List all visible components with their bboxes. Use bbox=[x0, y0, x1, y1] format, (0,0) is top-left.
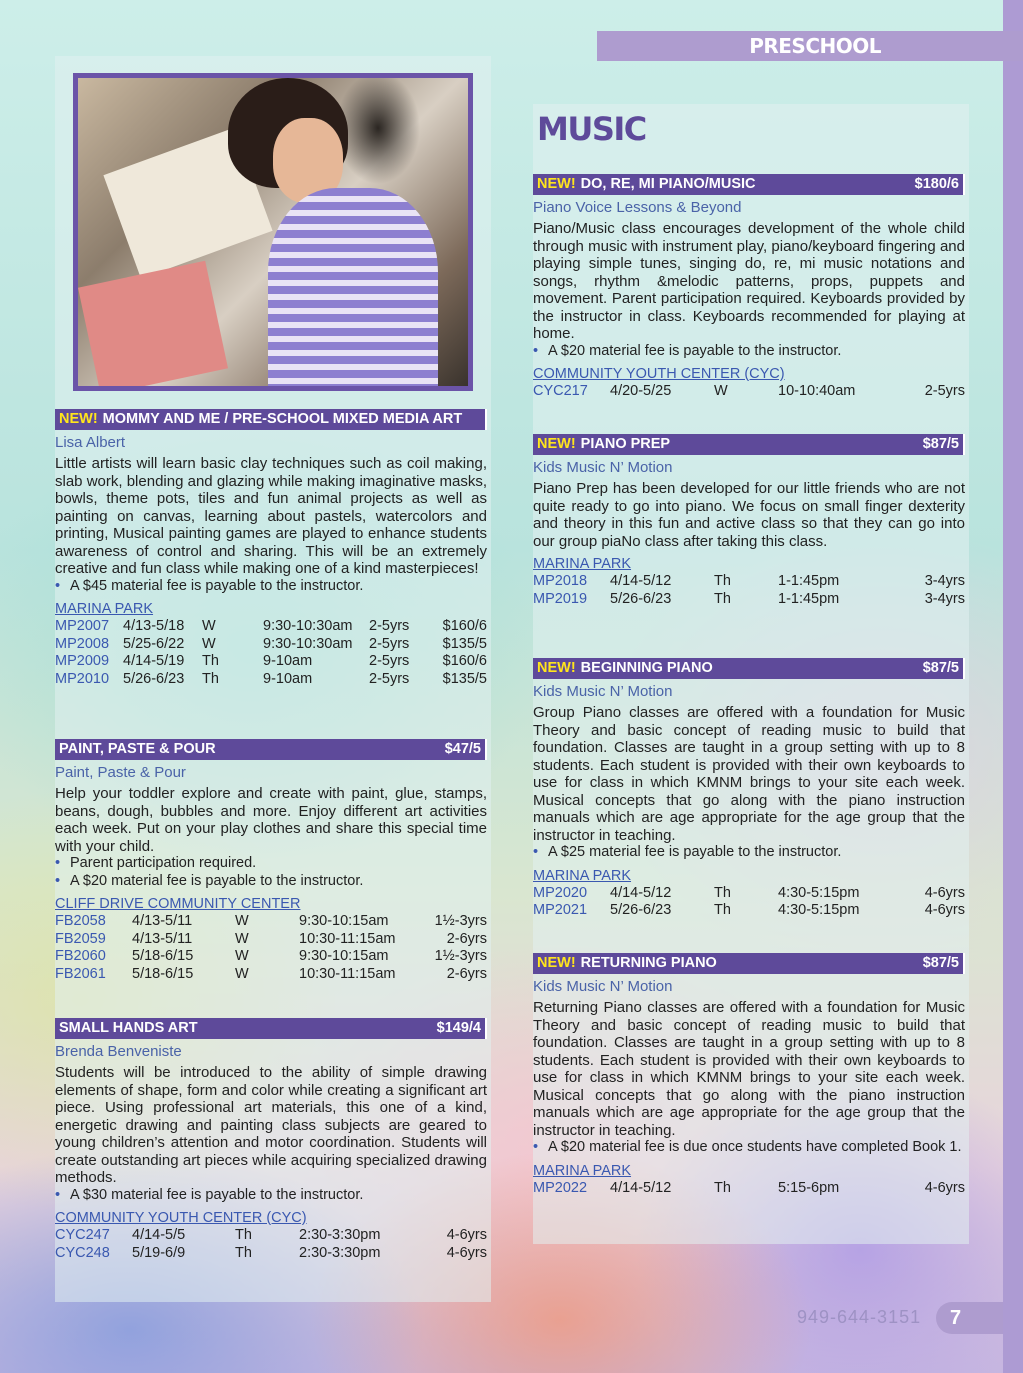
class-header bbox=[533, 953, 965, 974]
class-header bbox=[533, 658, 965, 679]
location-link[interactable]: MARINA PARK bbox=[533, 556, 632, 572]
schedule-row: MP2020 4/14-5/12 Th 4:30-5:15pm 4-6yrs bbox=[533, 884, 965, 901]
new-badge: NEW! bbox=[537, 436, 576, 452]
class-price: $87/5 bbox=[922, 955, 959, 971]
location-link[interactable]: MARINA PARK bbox=[55, 601, 154, 617]
schedule-row: FB2059 4/13-5/11 W 10:30-11:15am 2-6yrs bbox=[55, 930, 487, 947]
instructor-name: Lisa Albert bbox=[55, 434, 126, 451]
class-header bbox=[55, 739, 487, 760]
schedule-row: MP2018 4/14-5/12 Th 1-1:45pm 3-4yrs bbox=[533, 573, 965, 589]
fee-note: • A $20 material fee is payable to the instructor. bbox=[55, 873, 487, 891]
new-badge: NEW! bbox=[537, 955, 576, 971]
class-header bbox=[55, 1018, 487, 1039]
instructor-name: Kids Music N’ Motion bbox=[533, 459, 673, 476]
class-header bbox=[533, 434, 965, 455]
class-description: Group Piano classes are offered with a foundation for Music Theory and basic concept of reading music to build that foundation. Classes are taught in a group setting with up to 8 students. Each student is provided with their own keyboards to use for class in which KMNM brings to your site each week. Musical concepts that go along with the piano instruction manuals which are age appropriate for the age group that the instructor in teaching. bbox=[533, 704, 965, 844]
schedule-row: CYC217 4/20-5/25 W 10-10:40am 2-5yrs bbox=[533, 383, 965, 399]
fee-note: • A $30 material fee is payable to the instructor. bbox=[55, 1187, 487, 1205]
schedule-row: CYC247 4/14-5/5 Th 2:30-3:30pm 4-6yrs bbox=[55, 1227, 487, 1243]
schedule-row: MP2022 4/14-5/12 Th 5:15-6pm 4-6yrs bbox=[533, 1179, 965, 1196]
class-title: PIANO PREP bbox=[580, 436, 671, 452]
location-link[interactable]: MARINA PARK bbox=[533, 1162, 632, 1179]
class-title: RETURNING PIANO bbox=[580, 955, 717, 971]
schedule-row: MP2008 5/25-6/22 W 9:30-10:30am 2-5yrs $135/5 bbox=[55, 635, 487, 652]
footer-phone: 949-644-3151 bbox=[797, 1307, 922, 1327]
instructor-name: Kids Music N’ Motion bbox=[533, 683, 673, 700]
class-block-small-hands-art bbox=[55, 1018, 487, 1262]
schedule-table bbox=[55, 618, 487, 688]
class-description: Piano/Music class encourages development of the whole child through music with instrument play, piano/keyboard fingering and playing simple tunes, singing do, re, mi music notations and songs, rhythm &melodic patterns, props, puppets and movement. Parent participation required. Keyboards provided by the instructor in class. Keyboards recommended for playing at home. bbox=[533, 220, 965, 342]
schedule-table bbox=[533, 383, 965, 401]
schedule-row: FB2061 5/18-6/15 W 10:30-11:15am 2-6yrs bbox=[55, 965, 487, 982]
class-block-paint-paste-pour bbox=[55, 739, 487, 983]
schedule-table bbox=[533, 573, 965, 608]
class-price: $47/5 bbox=[444, 741, 481, 757]
new-badge: NEW! bbox=[537, 176, 576, 192]
class-block-mixed-media-art bbox=[55, 409, 487, 688]
schedule-row: FB2060 5/18-6/15 W 9:30-10:15am 1½-3yrs bbox=[55, 948, 487, 964]
schedule-row: MP2010 5/26-6/23 Th 9-10am 2-5yrs $135/5 bbox=[55, 670, 487, 687]
music-heading: MUSIC bbox=[537, 110, 646, 148]
page-number: 7 bbox=[936, 1302, 1003, 1334]
fee-note: • A $25 material fee is payable to the instructor. bbox=[533, 844, 965, 862]
new-badge: NEW! bbox=[537, 660, 576, 676]
class-description: Returning Piano classes are offered with a foundation for Music Theory and basic concept of reading music to build that foundation. Classes are taught in a group setting with up to 8 students. Each student is provided with their own keyboards to use for class in which KMNM brings to your site each week. Musical concepts that go along with the piano instruction manuals which are age appropriate for the age group that the instructor in teaching. bbox=[533, 999, 965, 1139]
class-block-beginning-piano bbox=[533, 658, 965, 920]
section-header-bar bbox=[597, 31, 1023, 61]
schedule-table bbox=[55, 913, 487, 983]
class-price: $180/6 bbox=[914, 176, 959, 192]
class-block-returning-piano bbox=[533, 953, 965, 1197]
instructor-name: Kids Music N’ Motion bbox=[533, 978, 673, 995]
location-link[interactable]: MARINA PARK bbox=[533, 867, 632, 884]
location-link[interactable]: COMMUNITY YOUTH CENTER (CYC) bbox=[55, 1210, 307, 1226]
photo-image bbox=[78, 78, 468, 386]
parent-note: • Parent participation required. bbox=[55, 855, 487, 873]
class-block-piano-prep bbox=[533, 434, 965, 608]
class-description: Students will be introduced to the ability of simple drawing elements of shape, form and color while creating a significant art piece. Using professional art materials, this one of a kind, energetic drawing and painting class subjects are geared to young children’s attention and motor coordination. Students will create outstanding art pieces while acquiring specialized drawing methods. bbox=[55, 1064, 487, 1186]
class-block-do-re-mi bbox=[533, 174, 965, 401]
schedule-row: CYC248 5/19-6/9 Th 2:30-3:30pm 4-6yrs bbox=[55, 1244, 487, 1261]
instructor-name: Piano Voice Lessons & Beyond bbox=[533, 199, 742, 216]
location-link[interactable]: CLIFF DRIVE COMMUNITY CENTER bbox=[55, 896, 301, 912]
instructor-name: Paint, Paste & Pour bbox=[55, 764, 186, 781]
class-title: MOMMY AND ME / PRE-SCHOOL MIXED MEDIA ART bbox=[102, 411, 463, 427]
class-header bbox=[55, 409, 487, 430]
schedule-row: MP2019 5/26-6/23 Th 1-1:45pm 3-4yrs bbox=[533, 590, 965, 607]
child-art-photo bbox=[73, 73, 473, 391]
schedule-row: MP2021 5/26-6/23 Th 4:30-5:15pm 4-6yrs bbox=[533, 902, 965, 918]
class-price: $87/5 bbox=[922, 436, 959, 452]
right-edge-strip bbox=[1003, 0, 1023, 1373]
schedule-row: FB2058 4/13-5/11 W 9:30-10:15am 1½-3yrs bbox=[55, 913, 487, 929]
fee-note: • A $20 material fee is payable to the instructor. bbox=[533, 343, 965, 361]
new-badge: NEW! bbox=[59, 411, 98, 427]
class-title: PAINT, PASTE & POUR bbox=[59, 741, 216, 757]
fee-note: • A $45 material fee is payable to the instructor. bbox=[55, 578, 487, 596]
class-title: DO, RE, MI PIANO/MUSIC bbox=[580, 176, 756, 192]
schedule-table bbox=[533, 1180, 965, 1198]
class-title: BEGINNING PIANO bbox=[580, 660, 713, 676]
schedule-table bbox=[533, 885, 965, 920]
class-price: $87/5 bbox=[922, 660, 959, 676]
class-description: Piano Prep has been developed for our little friends who are not quite ready to go into piano. We focus on small finger dexterity and theory in this fun and active class so that they can go into our group piaNo class after taking this class. bbox=[533, 480, 965, 550]
class-description: Help your toddler explore and create with paint, glue, stamps, beans, dough, bubbles and more. Enjoy different art activities each week. Put on your play clothes and share this special time with your child. bbox=[55, 785, 487, 855]
class-title: SMALL HANDS ART bbox=[59, 1020, 198, 1036]
schedule-table bbox=[55, 1227, 487, 1262]
class-price: $149/4 bbox=[436, 1020, 481, 1036]
schedule-row: MP2007 4/13-5/18 W 9:30-10:30am 2-5yrs $160/6 bbox=[55, 618, 487, 634]
class-description: Little artists will learn basic clay techniques such as coil making, slab work, blending and glazing while making imaginative masks, bowls, theme pots, tiles and fun animal projects as well as painting on canvas, learning about pastels, watercolors and printing, Musical painting games are played to enhance students awareness of control and sharing. This will be an extremely creative and fun class while making one of a kind masterpieces! bbox=[55, 455, 487, 577]
class-header bbox=[533, 174, 965, 195]
instructor-name: Brenda Benveniste bbox=[55, 1043, 182, 1060]
location-link[interactable]: COMMUNITY YOUTH CENTER (CYC) bbox=[533, 366, 785, 382]
fee-note: • A $20 material fee is due once students have completed Book 1. bbox=[533, 1139, 965, 1157]
schedule-row: MP2009 4/14-5/19 Th 9-10am 2-5yrs $160/6 bbox=[55, 653, 487, 669]
section-title: PRESCHOOL bbox=[749, 34, 881, 58]
